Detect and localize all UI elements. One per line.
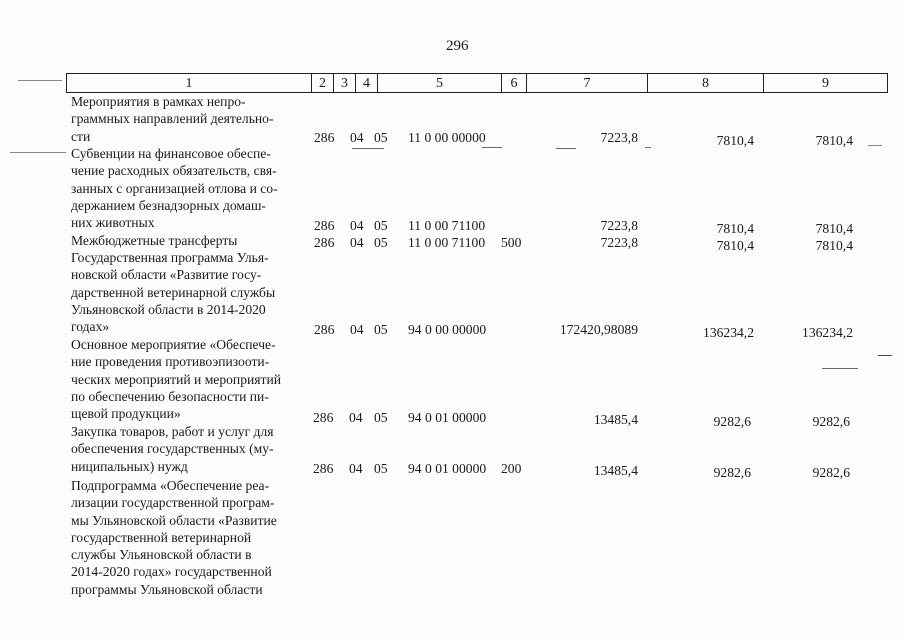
row-5-c2: 286 [313,410,334,425]
row-1-description: Мероприятия в рамках непро- граммных направлений деятельно- сти [71,94,274,144]
row-2-c8: 7810,4 [716,221,754,236]
row-3-c8: 7810,4 [716,238,754,253]
page-number: 296 [446,38,469,54]
row-5-c4: 05 [374,410,388,425]
row-2-c4: 05 [374,218,388,233]
header-col-7: 7 [527,74,648,92]
header-col-3: 3 [334,74,356,92]
row-6-c7: 13485,4 [593,463,638,478]
row-1-c8: 7810,4 [716,133,754,148]
row-6-description: Закупка товаров, работ и услуг для обеспечения государственных (му- ниципальных) нужд [71,424,274,474]
row-4-c8: 136234,2 [703,325,754,340]
row-2-c7: 7223,8 [600,218,638,233]
scan-mark [10,152,66,153]
row-6-c3: 04 [349,461,363,476]
header-col-6: 6 [502,74,527,92]
row-4-c7: 172420,98089 [559,322,638,337]
row-5-c7: 13485,4 [593,412,638,427]
row-4-c3: 04 [350,322,364,337]
header-col-1: 1 [67,74,312,92]
row-2-description: Субвенции на финансовое обеспе- чение расходных обязательств, свя- занных с организацией отлова и со- держанием безнадзорных домаш- них животных [71,146,278,231]
row-4-c2: 286 [314,322,335,337]
row-1-c4: 05 [374,130,388,145]
scan-mark [878,355,892,356]
row-5-c9: 9282,6 [812,414,850,429]
row-6-c4: 05 [374,461,388,476]
row-1-c9: 7810,4 [815,133,853,148]
row-5-c5: 94 0 01 00000 [408,410,487,425]
row-3-c7: 7223,8 [600,235,638,250]
row-5-description: Основное мероприятие «Обеспече- ние проведения противоэпизооти- ческих мероприятий и мероприятий по обеспечению безопасности пи- щевой продукции» [71,337,282,422]
row-1-c7: 7223,8 [600,130,638,145]
row-2-c3: 04 [350,218,364,233]
row-4-c9: 136234,2 [802,325,853,340]
row-3-c2: 286 [314,235,335,250]
row-2-c2: 286 [314,218,335,233]
row-2-c5: 11 0 00 71100 [408,218,486,233]
header-col-4: 4 [356,74,378,92]
row-3-c6: 500 [501,235,522,250]
row-6-c5: 94 0 01 00000 [408,461,487,476]
scan-mark [556,148,576,149]
row-2-c9: 7810,4 [815,221,853,236]
scan-mark [868,145,882,146]
scan-mark [18,80,62,81]
row-7-description: Подпрограмма «Обеспечение реа- лизации государственной програм- мы Ульяновской области «Развитие государственной ветеринарной службы Ульяновской области в 2014-2020 годах» государственной программы Ульяновской области [71,478,277,597]
row-4-description: Государственная программа Улья- новской области «Развитие госу- дарственной ветеринарной службы Ульяновской области в 2014-2020 годах» [71,250,276,335]
header-col-8: 8 [648,74,764,92]
row-5-c3: 04 [349,410,363,425]
row-4-c5: 94 0 00 00000 [408,322,487,337]
row-1-c2: 286 [314,130,335,145]
scan-mark [822,368,858,369]
row-1-c3: 04 [350,130,364,145]
row-3-c9: 7810,4 [815,238,853,253]
header-col-2: 2 [312,74,334,92]
scan-mark [482,147,502,148]
row-1-c5: 11 0 00 00000 [408,130,486,145]
header-col-5: 5 [378,74,502,92]
row-6-c8: 9282,6 [713,465,751,480]
scan-mark [645,147,651,148]
row-6-c2: 286 [313,461,334,476]
row-6-c6: 200 [501,461,522,476]
row-4-c4: 05 [374,322,388,337]
header-col-9: 9 [822,76,829,91]
table-header [66,73,888,93]
row-6-c9: 9282,6 [812,465,850,480]
row-3-c5: 11 0 00 71100 [408,235,486,250]
row-3-description: Межбюджетные трансферты [71,233,238,248]
row-3-c3: 04 [350,235,364,250]
scan-mark [352,148,384,149]
row-5-c8: 9282,6 [713,414,751,429]
row-3-c4: 05 [374,235,388,250]
